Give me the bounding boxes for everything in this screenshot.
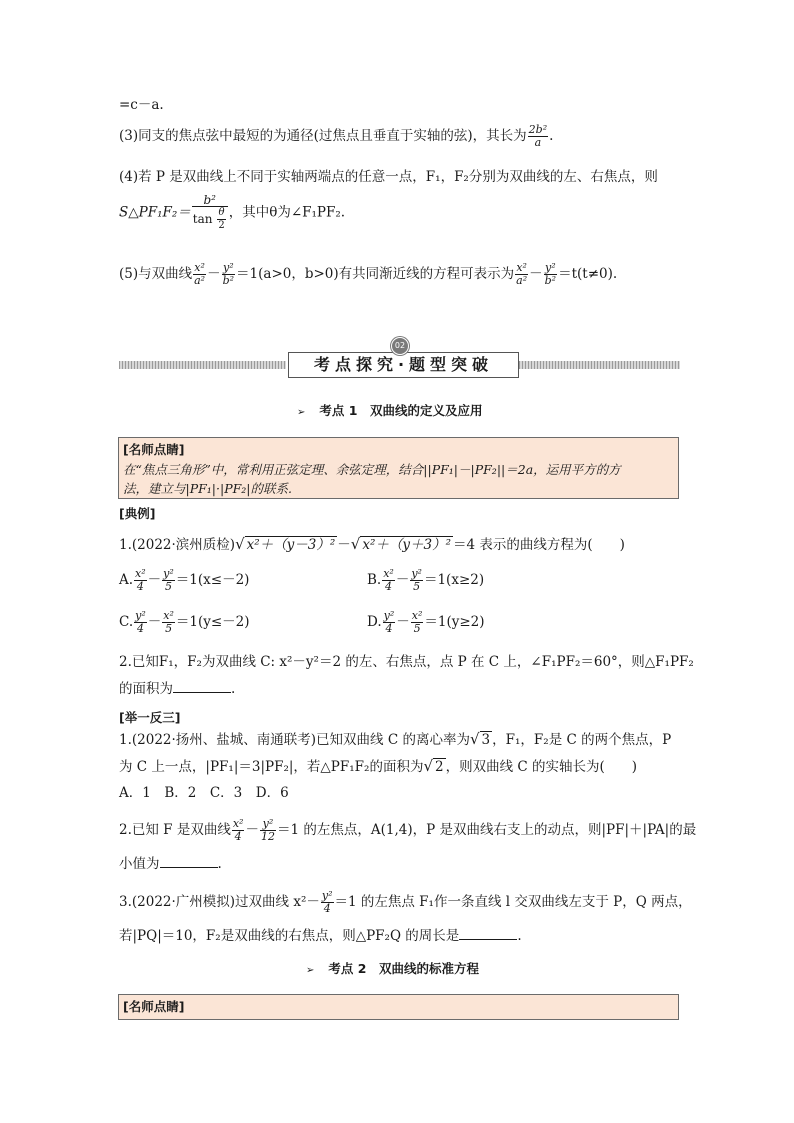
property-5: (5)与双曲线 $\frac{\text{x²}}{\text{a²}}$ － $\frac{\text{y²}}{\text{b²}}$ ＝1(a>0，b>0)有共同渐近线的方程可表示为 $\frac{\text{x²}}{\text{a²}}$ － $\frac{\text{y²}}{\text{b²}}$ ＝t(t≠0). [119,261,618,287]
practice-q1-cont: 为 C 上一点，|PF₁|＝3|PF₂|，若△PF₁F₂的面积为√ 2 ，则双曲线 C 的实轴长为( ) [119,757,638,775]
practice-q1: 1.(2022·扬州、盐城、南通联考)已知双曲线 C 的离心率为√ 3 ，F₁，F₂是 C 的两个焦点，P [119,730,672,748]
tip-line-1: 在“焦点三角形”中，常利用正弦定理、余弦定理，结合||PF₁|－|PF₂||＝2a，运用平方的方 [123,462,621,477]
banner-badge: 02 [391,337,409,355]
option-c: C. $\frac{\text{y²}}{4}$ － $\frac{\text{x²}}{5}$ ＝1(y≤－2) [119,609,250,635]
tip-title: [名师点睛] [123,442,185,457]
option-a: A. $\frac{\text{x²}}{4}$ － $\frac{\text{y²}}{5}$ ＝1(x≤－2) [119,567,250,593]
practice-q2-cont: 小值为 . [119,856,222,872]
banner-title: 考点探究·题型突破 [288,352,519,378]
tip-title: [名师点睛] [123,999,185,1014]
practice-q2: 2.已知 F 是双曲线 $\frac{\text{x²}}{4}$ － $\frac{\text{y²}}{12}$ ＝1 的左焦点，A(1,4)，P 是双曲线右支上的动点，则|PF|＋|PA|的最 [119,817,697,843]
arrow-icon: ➢ [306,965,315,976]
practice-q3-cont: 若|PQ|＝10，F₂是双曲线的右焦点，则△PF₂Q 的周长是 . [119,928,522,944]
property-4-formula: S△PF₁F₂＝ b² tan $\frac{\theta}{2}$ ，其中θ为∠F₁PF₂. [119,193,346,231]
option-d: D. $\frac{\text{y²}}{4}$ － $\frac{\text{x²}}{5}$ ＝1(y≥2) [367,609,485,635]
property-3: (3)同支的焦点弦中最短的为通径(过焦点且垂直于实轴的弦)，其长为 $\frac{\text{2b²}}{a}$ . [119,123,554,149]
answer-blank[interactable] [160,857,218,868]
tip-box-2 [118,994,679,1020]
example-tag: [典例] [119,506,156,521]
practice-q1-options: A．1 B．2 C．3 D．6 [119,785,289,801]
section-banner [119,352,680,378]
example-q2: 2.已知F₁，F₂为双曲线 C: x²－y²＝2 的左、右焦点，点 P 在 C 上，∠F₁PF₂＝60°，则△F₁PF₂ [119,654,694,670]
example-q1: 1.(2022·滨州质检)√ x²＋（y－3）² －√ x²＋（y＋3）² ＝4 表示的曲线方程为( ) [119,535,625,553]
answer-blank[interactable] [459,929,517,940]
practice-tag: [举一反三] [119,710,181,725]
practice-q3: 3.(2022·广州模拟)过双曲线 x²－ $\frac{\text{y²}}{4}$ ＝1 的左焦点 F₁作一条直线 l 交双曲线左支于 P，Q 两点， [119,889,692,915]
answer-blank[interactable] [173,682,231,693]
tip-line-2: 法，建立与|PF₁|·|PF₂|的联系. [123,481,292,496]
section-1-heading: ➢ 考点 1 双曲线的定义及应用 [297,403,483,418]
option-b: B. $\frac{\text{x²}}{4}$ － $\frac{\text{y²}}{5}$ ＝1(x≥2) [367,567,485,593]
intro-line: =c－a. [119,97,164,113]
property-4: (4)若 P 是双曲线上不同于实轴两端点的任意一点，F₁，F₂分别为双曲线的左、右焦点，则 [119,169,658,185]
arrow-icon: ➢ [297,407,306,418]
section-2-heading: ➢ 考点 2 双曲线的标准方程 [306,961,479,976]
example-q2-cont: 的面积为 . [119,681,236,697]
tip-box-1 [118,437,679,499]
